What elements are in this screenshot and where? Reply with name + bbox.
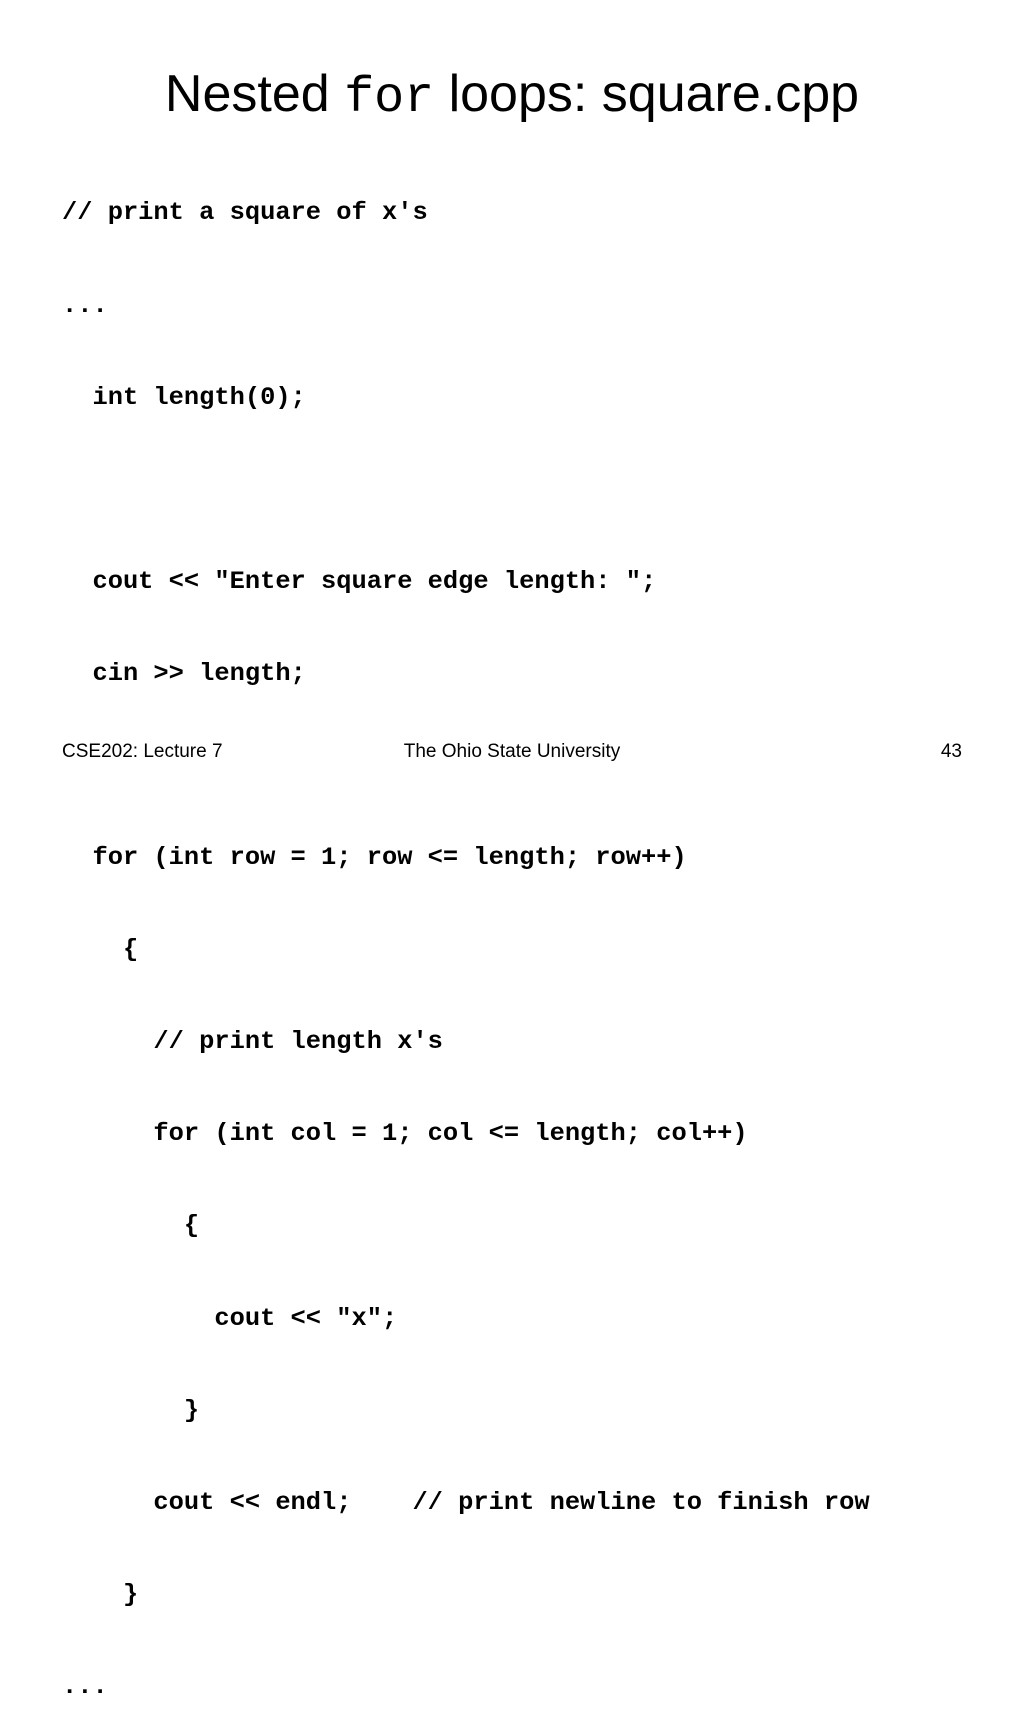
slide-title (0, 58, 1024, 135)
code-line: } (62, 1395, 200, 1425)
code-line: cout << endl; // print newline to finish row (62, 1487, 870, 1517)
code-line (62, 475, 870, 506)
title-prefix: Nested (164, 65, 345, 123)
title-keyword: for (344, 70, 435, 127)
footer-page-number: 43 (940, 741, 962, 762)
title-suffix: loops: square.cpp (434, 65, 860, 123)
code-line: ... (62, 290, 108, 320)
code-line: { (62, 935, 139, 965)
code-line: // print length x's (62, 1027, 443, 1057)
code-block (62, 137, 870, 1733)
code-line: int length(0); (62, 382, 306, 412)
code-line: cout << "x"; (62, 1303, 398, 1333)
code-line: { (62, 1211, 200, 1241)
footer-course: CSE202: Lecture 7 (62, 741, 223, 762)
code-line: cout << "Enter square edge length: "; (62, 566, 657, 596)
code-line: ... (62, 1671, 108, 1701)
code-line: // print a square of x's (62, 198, 428, 228)
footer-institution: The Ohio State University (403, 741, 621, 762)
code-line: for (int col = 1; col <= length; col++) (62, 1119, 748, 1149)
code-line: } (62, 1579, 139, 1609)
code-line: cin >> length; (62, 658, 306, 688)
code-line: for (int row = 1; row <= length; row++) (62, 843, 687, 873)
